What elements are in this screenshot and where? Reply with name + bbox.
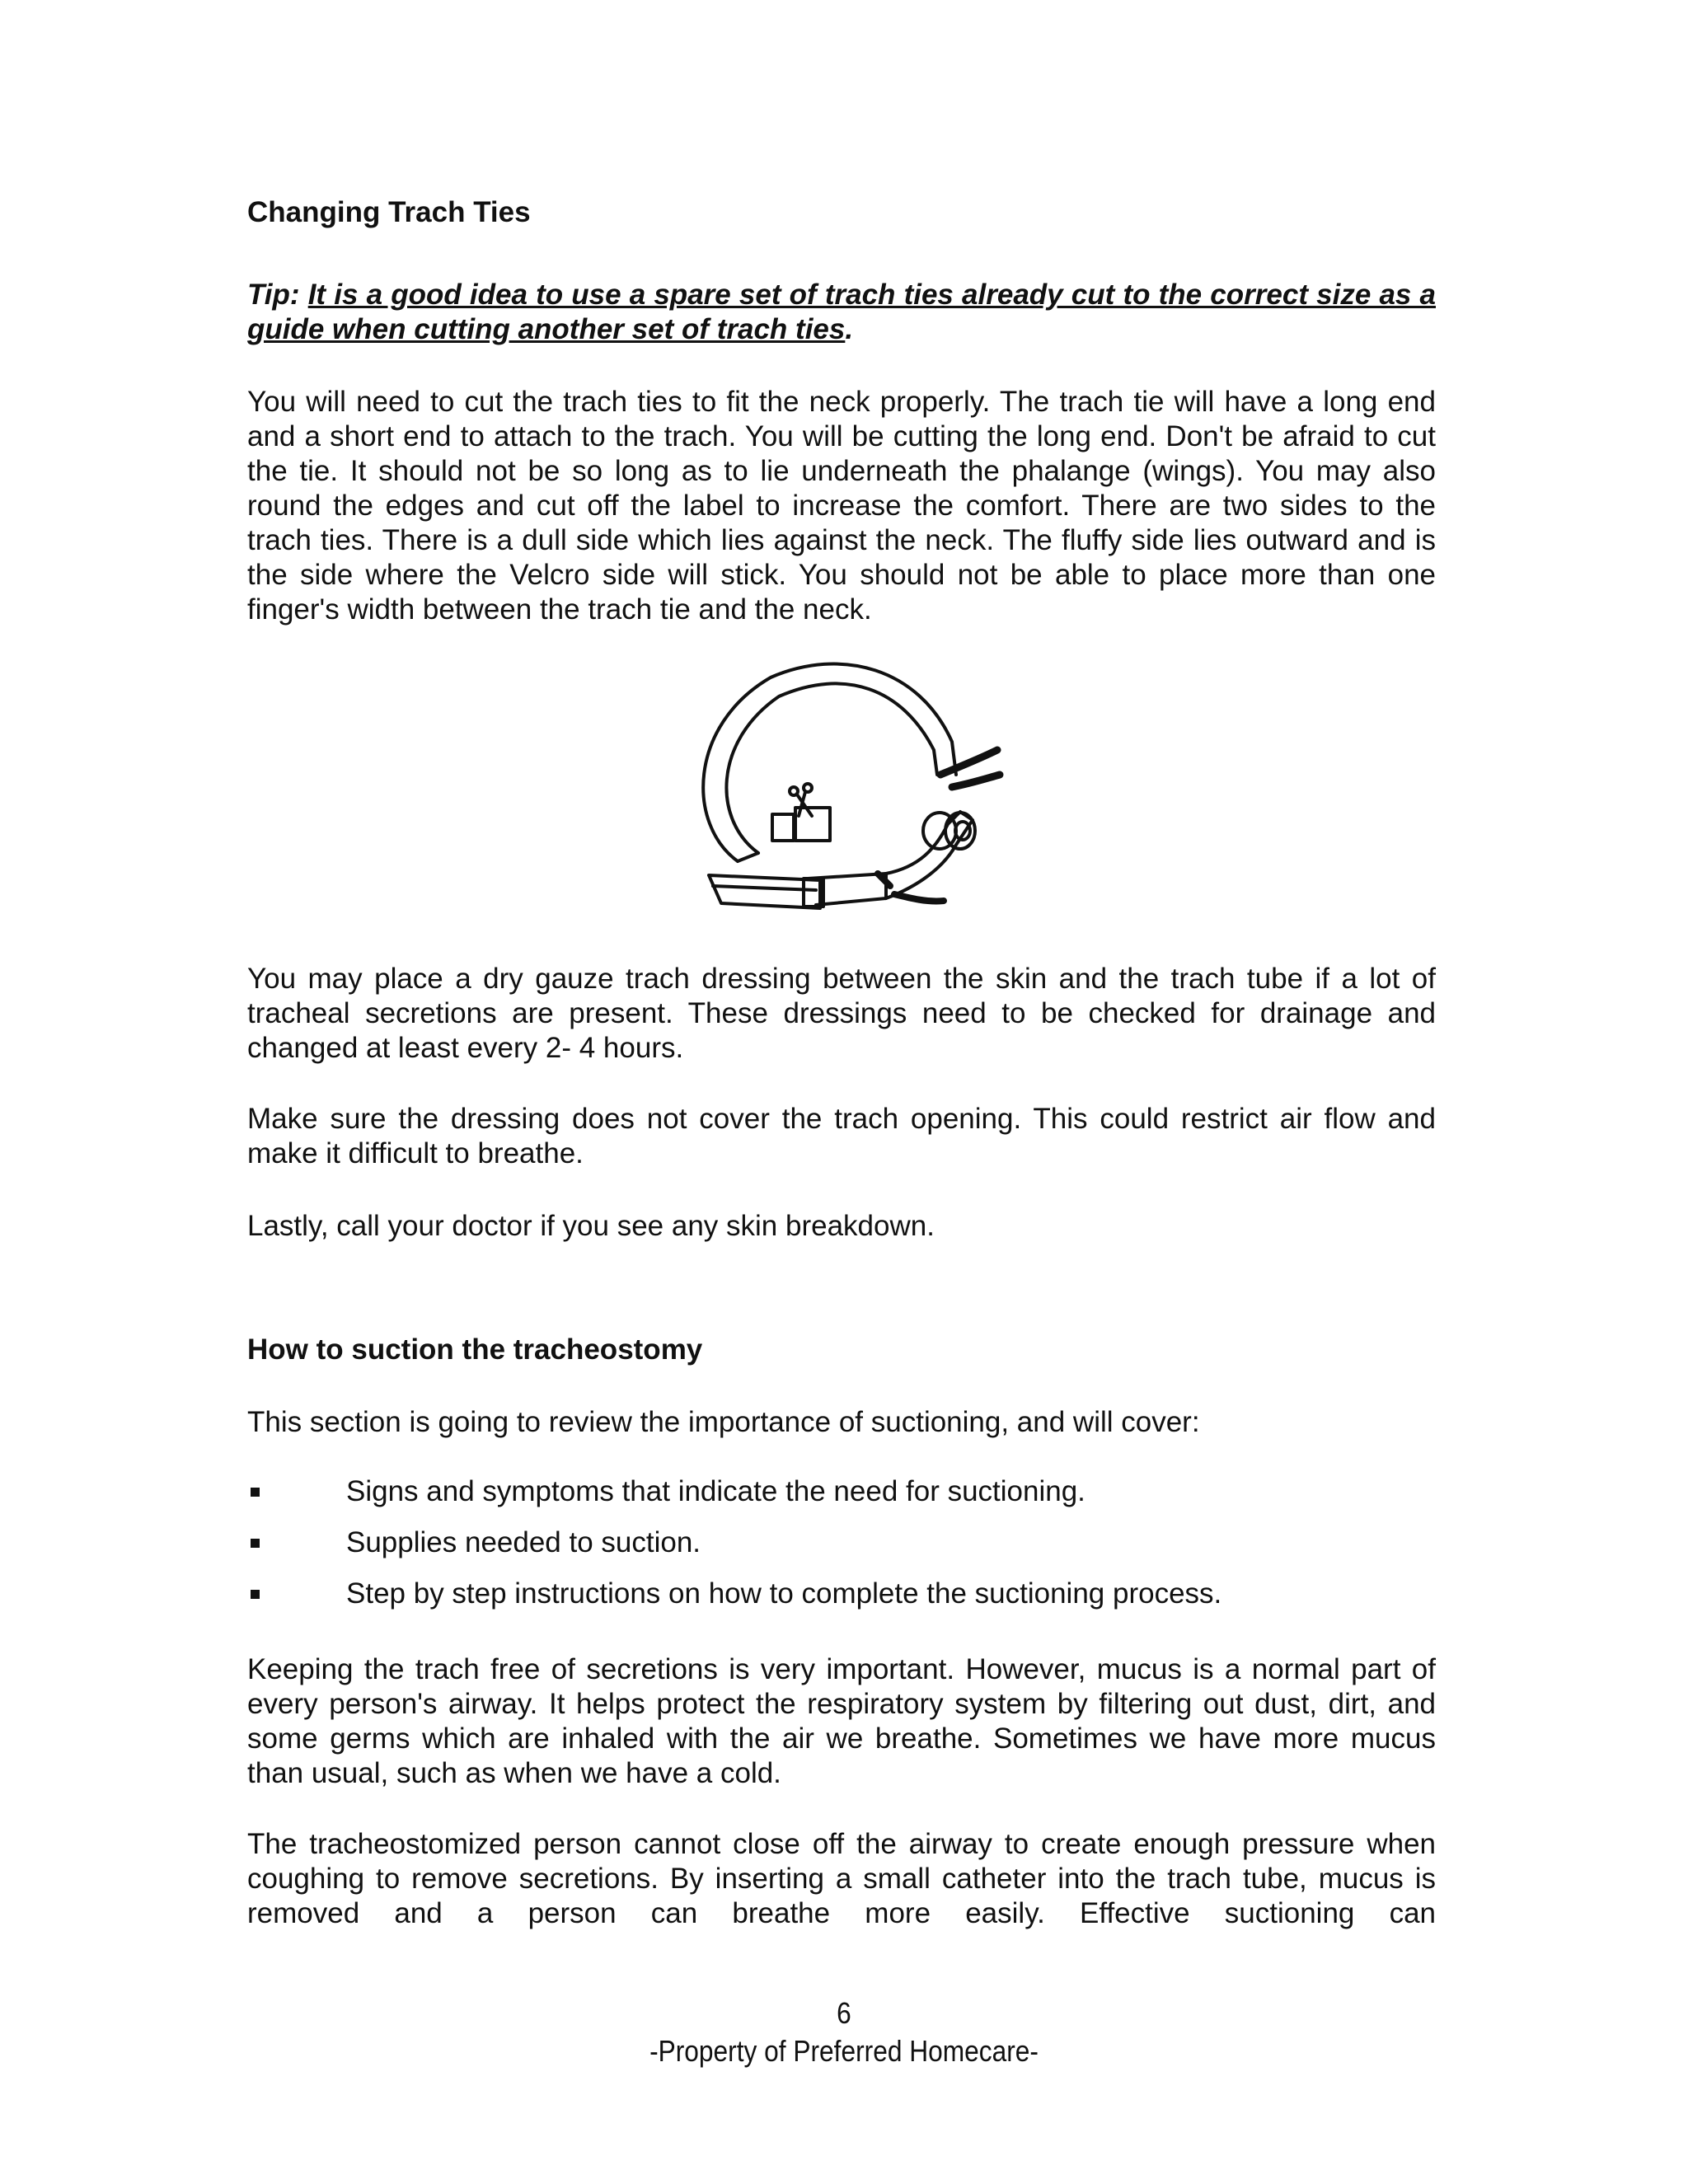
square-bullet-icon bbox=[251, 1488, 260, 1497]
tip-note bbox=[247, 278, 1436, 347]
paragraph-skin-breakdown: Lastly, call your doctor if you see any skin breakdown. bbox=[247, 1210, 935, 1242]
paragraph-gauze-dressing: You may place a dry gauze trach dressing between the skin and the trach tube if a lot of tracheal secretions are present. These dressings need to be checked for drainage and changed at least every 2- 4 hours. bbox=[247, 963, 1436, 1064]
suction-topic-list bbox=[247, 1474, 1436, 1628]
tip-label: Tip: bbox=[247, 279, 300, 311]
list-item: Step by step instructions on how to complete the suctioning process. bbox=[247, 1577, 1436, 1628]
footer-property: -Property of Preferred Homecare- bbox=[649, 2034, 1039, 2068]
square-bullet-icon bbox=[251, 1539, 260, 1548]
tip-text: It is a good idea to use a spare set of trach ties already cut to the correct size as a guide when cutting another set of trach ties bbox=[247, 279, 1436, 345]
paragraph-suction-intro: This section is going to review the importance of suctioning, and will cover: bbox=[247, 1406, 1200, 1438]
tip-end: . bbox=[845, 313, 854, 345]
paragraph-secretions: Keeping the trach free of secretions is very important. However, mucus is a normal part of every person's airway. It helps protect the respiratory system by filtering out dust, dirt, and some germs which are inhaled with the air we breathe. Sometimes we have more mucus than usual, such as when we have a cold. bbox=[247, 1653, 1436, 1789]
square-bullet-icon bbox=[251, 1590, 260, 1599]
paragraph-dressing-opening: Make sure the dressing does not cover the trach opening. This could restrict air flow and make it difficult to breathe. bbox=[247, 1103, 1436, 1169]
list-item: Supplies needed to suction. bbox=[247, 1526, 1436, 1577]
section-heading-suction: How to suction the tracheostomy bbox=[247, 1333, 703, 1366]
trach-tie-illustration bbox=[680, 651, 1010, 915]
paragraph-tracheostomized: The tracheostomized person cannot close off the airway to create enough pressure when coughing to remove secretions. By inserting a small catheter into the trach tube, mucus is removed and a person can breathe more easily. Effective suctioning can bbox=[247, 1828, 1436, 1929]
list-item: Signs and symptoms that indicate the need for suctioning. bbox=[247, 1474, 1436, 1526]
page-number: 6 bbox=[837, 1996, 851, 2030]
section-heading-trach-ties: Changing Trach Ties bbox=[247, 196, 531, 228]
paragraph-cutting-ties: You will need to cut the trach ties to fit the neck properly. The trach tie will have a long end and a short end to attach to the trach. You will be cutting the long end. Don't be afraid to cut the tie. It should not be so long as to lie underneath the phalange (wings). You may also round the edges and cut off the label to increase the comfort. There are two sides to the trach ties. There is a dull side which lies against the neck. The fluffy side lies outward and is the side where the Velcro side will stick. You should not be able to place more than one finger's width between the trach tie and the neck. bbox=[247, 386, 1436, 626]
